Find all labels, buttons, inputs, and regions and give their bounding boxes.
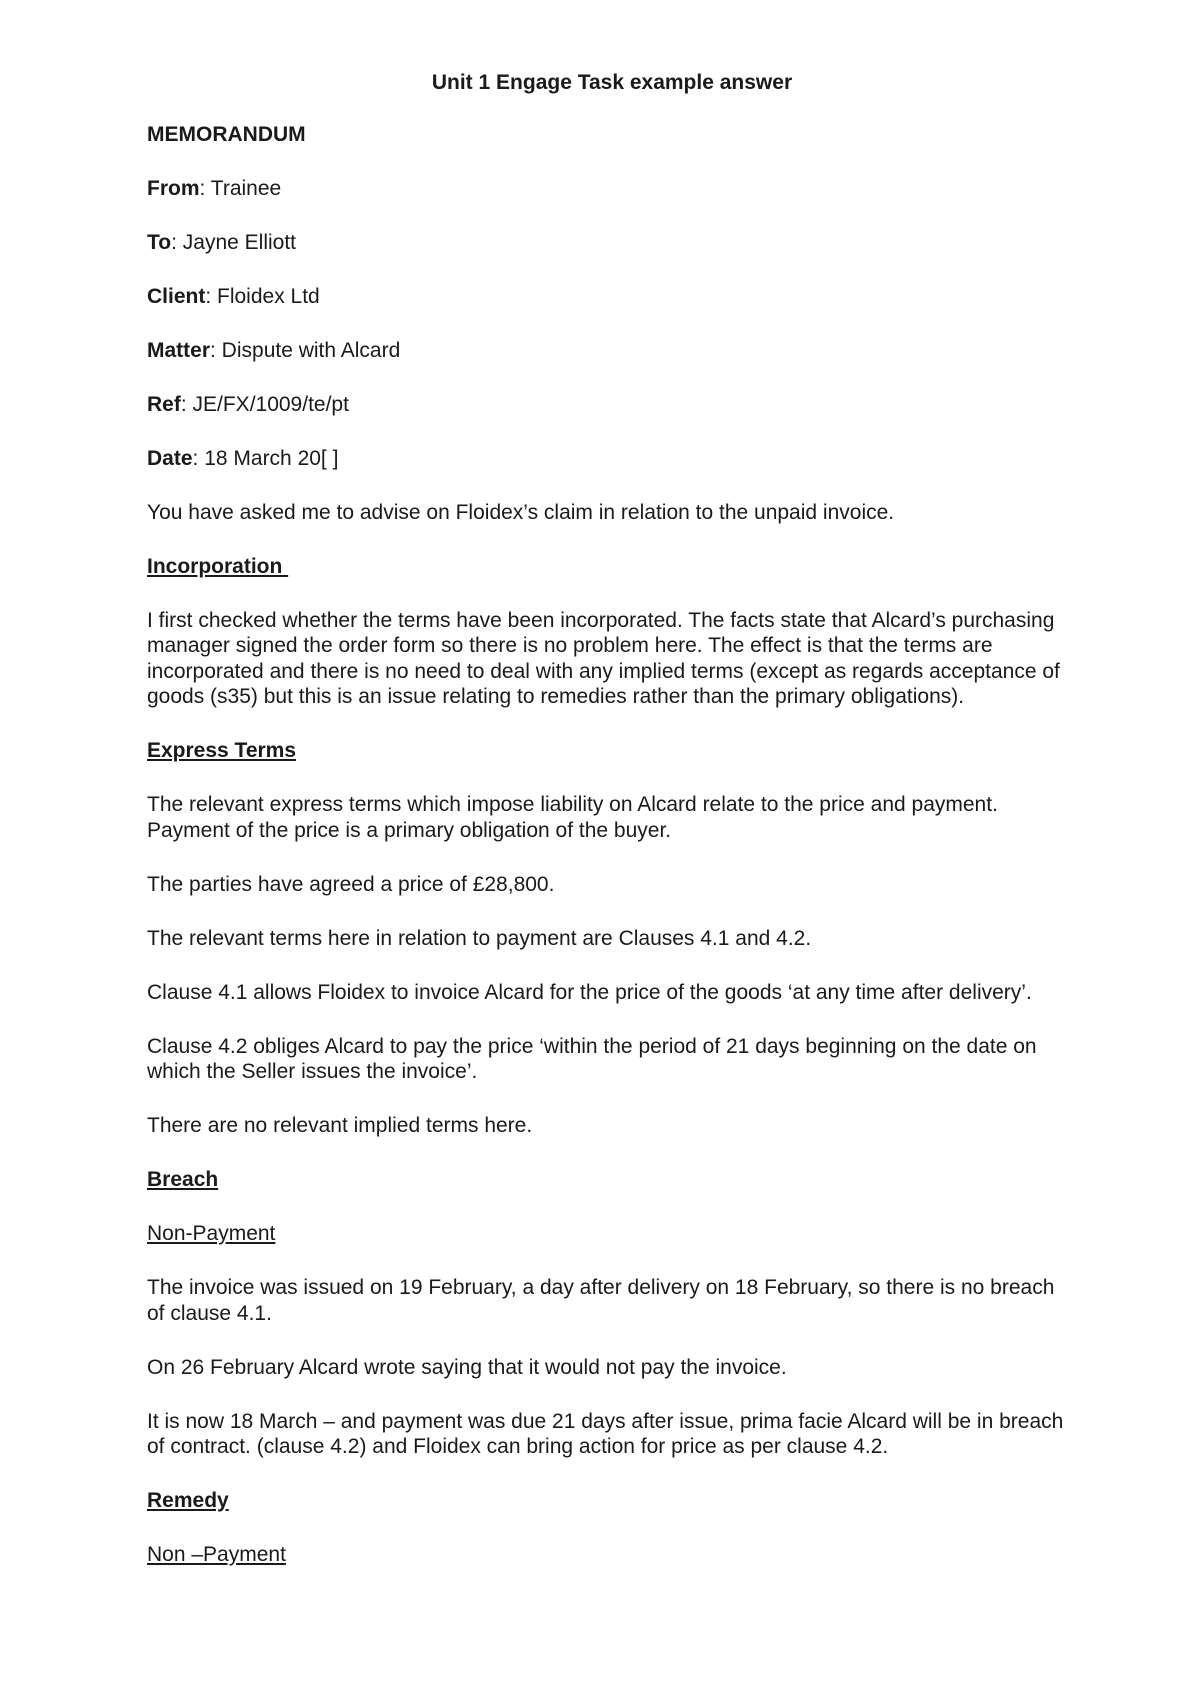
incorporation-paragraph: I first checked whether the terms have been incorporated. The facts state that Alcard’s purchasing manager signed the order form so there is no problem here. The effect is that the terms are incorporated and there is no need to deal with any implied terms (except as regards acceptance of goods (s35) but this is an issue relating to remedies rather than the primary obligations). (147, 608, 1060, 708)
breach-paragraph: The invoice was issued on 19 February, a day after delivery on 18 February, so there is no breach of clause 4.1. (147, 1276, 1055, 1325)
express-terms-paragraph: The parties have agreed a price of £28,800. (147, 872, 555, 896)
ref-label: Ref (147, 392, 181, 416)
memorandum-document (147, 70, 1077, 1596)
ref-value: : JE/FX/1009/te/pt (180, 392, 349, 416)
client-value: : Floidex Ltd (205, 284, 320, 308)
breach-paragraph: On 26 February Alcard wrote saying that it would not pay the invoice. (147, 1355, 787, 1379)
express-terms-paragraph: The relevant express terms which impose liability on Alcard relate to the price and payment. Payment of the price is a primary obligation of the buyer. (147, 793, 998, 842)
express-terms-heading: Express Terms (147, 739, 297, 762)
breach-subheading: Non-Payment (147, 1222, 276, 1245)
to-line (147, 230, 1077, 256)
to-label: To (147, 230, 172, 254)
client-line (147, 284, 1077, 310)
date-line (147, 446, 1077, 472)
express-terms-paragraph: There are no relevant implied terms here. (147, 1114, 533, 1137)
remedy-subheading: Non –Payment (147, 1543, 286, 1566)
ref-line (147, 392, 1077, 418)
express-terms-paragraph: Clause 4.1 allows Floidex to invoice Alcard for the price of the goods ‘at any time after delivery’. (147, 980, 1032, 1004)
client-label: Client (147, 284, 206, 308)
intro-paragraph: You have asked me to advise on Floidex’s claim in relation to the unpaid invoice. (147, 500, 895, 524)
incorporation-heading: Incorporation (147, 554, 289, 578)
from-line (147, 176, 1077, 202)
matter-value: : Dispute with Alcard (210, 338, 401, 362)
remedy-heading: Remedy (147, 1489, 229, 1512)
breach-heading: Breach (147, 1168, 219, 1191)
matter-line (147, 338, 1077, 364)
from-value: : Trainee (199, 176, 282, 200)
breach-paragraph: It is now 18 March – and payment was due 21 days after issue, prima facie Alcard will be in breach of contract. (clause 4.2) and Floidex can bring action for price as per clause 4.2. (147, 1409, 1064, 1458)
to-value: : Jayne Elliott (171, 230, 297, 254)
memo-heading: MEMORANDUM (147, 122, 306, 146)
express-terms-paragraph: The relevant terms here in relation to payment are Clauses 4.1 and 4.2. (147, 926, 812, 950)
matter-label: Matter (147, 338, 211, 362)
date-label: Date (147, 446, 193, 470)
express-terms-paragraph: Clause 4.2 obliges Alcard to pay the price ‘within the period of 21 days beginning on the date on which the Seller issues the invoice’. (147, 1034, 1037, 1083)
from-label: From (147, 176, 200, 200)
date-value: : 18 March 20[ ] (192, 446, 339, 470)
document-title: Unit 1 Engage Task example answer (431, 71, 793, 94)
